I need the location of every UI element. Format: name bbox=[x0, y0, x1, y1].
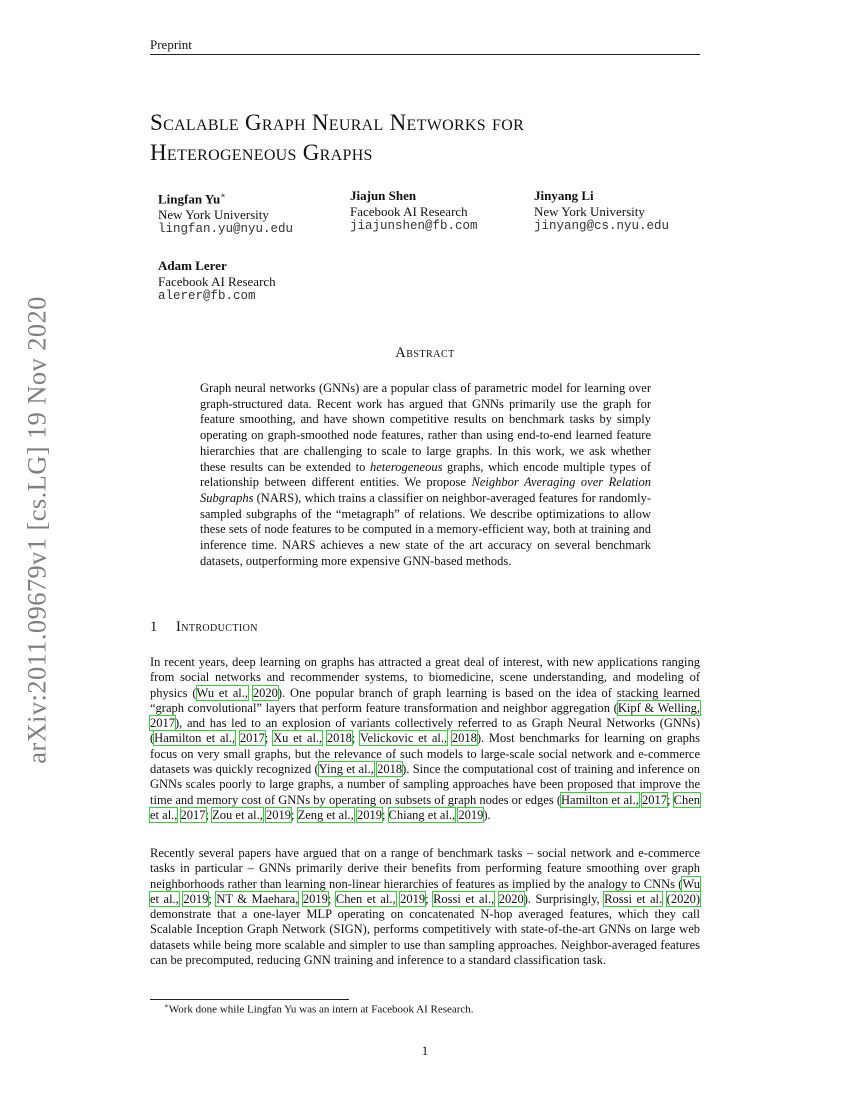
arxiv-identifier[interactable]: arXiv:2011.09679v1 [cs.LG] 19 Nov 2020 bbox=[21, 296, 52, 764]
citation-link[interactable]: 2019 bbox=[458, 807, 484, 822]
header-rule bbox=[150, 54, 700, 55]
citation-link[interactable]: Rossi et al., bbox=[433, 891, 495, 906]
citation-link[interactable]: Chen et al., bbox=[150, 792, 700, 822]
citation-link[interactable]: 2019 bbox=[400, 891, 426, 906]
citation-link[interactable]: Chen et al., bbox=[335, 891, 396, 906]
citation-link[interactable]: Zeng et al., bbox=[297, 807, 354, 822]
citation-link[interactable]: Zou et al., bbox=[212, 807, 263, 822]
citation-link[interactable]: 2017 bbox=[239, 731, 265, 746]
abstract-emphasis: Neighbor Averaging over Relation Subgraphs bbox=[200, 475, 651, 505]
author-email[interactable]: lingfan.yu@nyu.edu bbox=[158, 222, 294, 237]
citation-link[interactable]: 2020 bbox=[498, 891, 524, 906]
citation-link[interactable]: Hamilton et al., bbox=[561, 792, 639, 807]
author-affiliation: Facebook AI Research bbox=[350, 203, 468, 219]
footnote bbox=[164, 1002, 474, 1016]
citation-link[interactable]: 2019 bbox=[302, 891, 328, 906]
citation-link[interactable]: 2018 bbox=[326, 731, 352, 746]
section-number: 1 bbox=[150, 619, 158, 635]
section-heading bbox=[150, 619, 258, 636]
citation-link[interactable]: Velickovic et al., bbox=[359, 731, 448, 746]
citation-link[interactable]: 2017 bbox=[641, 792, 667, 807]
author-email[interactable]: alerer@fb.com bbox=[158, 289, 256, 303]
author-name: Jiajun Shen bbox=[350, 188, 417, 203]
author-block bbox=[158, 258, 276, 305]
intro-paragraph-1: In recent years, deep learning on graphs has attracted a great deal of interest, with new applications ranging from social networks and recommender systems, to biomedicine, scene understanding, and modeling of physics (Wu et al., 2020). One popular branch of graph learning is based on the idea of stacking learned “graph convolutional” layers that perform feature transformation and neighbor aggregation (Kipf & Welling, 2017), and has led to an explosion of variants collectively referred to as Graph Neural Networks (GNNs) (Hamilton et al., 2017; Xu et al., 2018; Velickovic et al., 2018). Most benchmarks for learning on graphs focus on very small graphs, but the relevance of such models to large-scale social network and e-commerce datasets was quickly recognized (Ying et al., 2018). Since the computational cost of training and inference on GNNs scales poorly to large graphs, a number of sampling approaches have been proposed that improve the time and memory cost of GNNs by operating on subsets of graph nodes or edges (Hamilton et al., 2017; Chen et al., 2017; Zou et al., 2019; Zeng et al., 2019; Chiang et al., 2019). bbox=[150, 655, 701, 822]
citation-link[interactable]: 2019 bbox=[183, 891, 209, 906]
section-title: Introduction bbox=[176, 619, 258, 635]
abstract-emphasis: heterogeneous bbox=[370, 459, 443, 474]
title-line-2: Heterogeneous Graphs bbox=[150, 140, 373, 165]
citation-link[interactable]: 2017 bbox=[150, 716, 175, 731]
author-affiliation: Facebook AI Research bbox=[158, 273, 276, 289]
author-email[interactable]: jinyang@cs.nyu.edu bbox=[534, 219, 670, 233]
author-block bbox=[350, 188, 478, 235]
citation-link[interactable]: Wu et al., bbox=[150, 876, 700, 906]
citation-link[interactable]: 2019 bbox=[265, 807, 291, 822]
citation-link[interactable]: NT & Maehara, bbox=[216, 891, 299, 906]
author-name: Lingfan Yu∗ bbox=[158, 191, 226, 207]
page-number: 1 bbox=[421, 1043, 429, 1058]
citation-link[interactable]: Kipf & Welling, bbox=[617, 700, 700, 715]
author-affiliation: New York University bbox=[534, 203, 645, 219]
author-affiliation: New York University bbox=[158, 206, 269, 222]
citation-link[interactable]: Wu et al., bbox=[196, 685, 249, 700]
running-header: Preprint bbox=[150, 37, 192, 52]
citation-link[interactable]: 2017 bbox=[180, 807, 206, 822]
citation-link[interactable]: Ying et al., bbox=[318, 762, 374, 777]
author-footnote-mark[interactable]: ∗ bbox=[220, 191, 226, 200]
citation-link[interactable]: 2018 bbox=[377, 762, 403, 777]
footnote-rule bbox=[150, 999, 349, 1000]
citation-link[interactable]: 2018 bbox=[451, 731, 477, 746]
citation-link[interactable]: 2020 bbox=[252, 685, 278, 700]
author-block bbox=[534, 188, 669, 235]
abstract-heading: Abstract bbox=[395, 345, 455, 361]
citation-link[interactable]: Chiang et al., bbox=[388, 807, 456, 822]
title-line-1: Scalable Graph Neural Networks for bbox=[150, 110, 525, 135]
footnote-mark: ∗ bbox=[164, 1002, 169, 1010]
author-name: Jinyang Li bbox=[534, 188, 594, 203]
intro-paragraph-2: Recently several papers have argued that on a range of benchmark tasks – social network and e-commerce tasks in particular – GNNs primarily derive their benefits from performing feature smoothing over graph neighborhoods rather than learning non-linear hierarchies of features as implied by the analogy to CNNs (Wu et al., 2019; NT & Maehara, 2019; Chen et al., 2019; Rossi et al., 2020). Surprisingly, Rossi et al. (2020) demonstrate that a one-layer MLP operating on concatenated N-hop averaged features, which they call Scalable Inception Graph Network (SIGN), performs competitively with state-of-the-art GNNs on large web datasets while being more scalable and simpler to use than sampling approaches. Neighbor-averaged features can be precomputed, reducing GNN training and inference to a standard classification task. bbox=[150, 846, 700, 968]
citation-link[interactable]: Xu et al., bbox=[273, 731, 323, 746]
citation-link[interactable]: Rossi et al. bbox=[604, 891, 663, 906]
author-name: Adam Lerer bbox=[158, 258, 227, 273]
footnote-text: Work done while Lingfan Yu was an intern at Facebook AI Research. bbox=[168, 1003, 474, 1016]
citation-link[interactable]: Hamilton et al., bbox=[154, 731, 236, 746]
paper-title bbox=[150, 108, 750, 168]
author-block bbox=[158, 188, 293, 238]
citation-link[interactable]: (2020) bbox=[666, 891, 700, 906]
citation-link[interactable]: 2019 bbox=[356, 807, 382, 822]
author-email[interactable]: jiajunshen@fb.com bbox=[350, 219, 478, 233]
abstract-body: Graph neural networks (GNNs) are a popular class of parametric model for learning over graph-structured data. Recent work has argued that GNNs primarily use the graph for feature smoothing, and have shown competitive results on benchmark tasks by simply operating on graph-smoothed node features, rather than using end-to-end learned feature hierarchies that are challenging to scale to large graphs. In this work, we ask whether these results can be extended to heterogeneous graphs, which encode multiple types of relationship between different entities. We propose Neighbor Averaging over Relation Subgraphs (NARS), which trains a classifier on neighbor-averaged features for randomly-sampled subgraphs of the “metagraph” of relations. We describe optimizations to allow these sets of node features to be computed in a memory-efficient way, both at training and inference time. NARS achieves a new state of the art accuracy on several benchmark datasets, outperforming more expensive GNN-based methods. bbox=[200, 381, 651, 568]
